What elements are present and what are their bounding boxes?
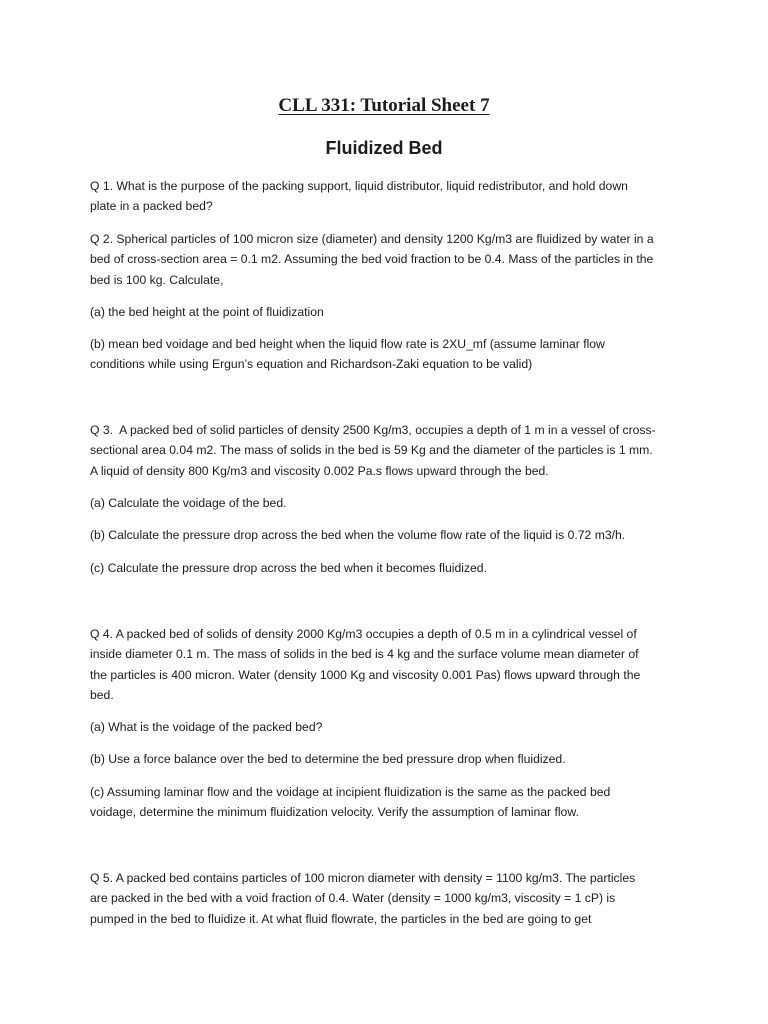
text-line: (c) Calculate the pressure drop across the bed when it becomes fluidized. [90,561,487,575]
question-2 [90,229,730,290]
question-3-part-c [90,558,730,578]
text-line: Q 1. What is the purpose of the packing support, liquid distributor, liquid redistributor, and hold down [90,179,628,193]
question-3-part-a [90,493,730,513]
text-line: Q 3. A packed bed of solid particles of density 2500 Kg/m3, occupies a depth of 1 m in a vessel of cross- [90,423,656,437]
text-line: (c) Assuming laminar flow and the voidage at incipient fluidization is the same as the packed bed [90,785,611,799]
question-4-part-c [90,782,730,823]
text-line: (a) the bed height at the point of fluidization [90,305,324,319]
question-4-part-b [90,749,730,769]
question-3-part-b [90,525,730,545]
text-line: Q 4. A packed bed of solids of density 2000 Kg/m3 occupies a depth of 0.5 m in a cylindrical vessel of [90,627,637,641]
text-line: (b) Use a force balance over the bed to determine the bed pressure drop when fluidized. [90,752,566,766]
question-5 [90,868,730,929]
question-4-part-a [90,717,730,737]
page-subtitle: Fluidized Bed [325,138,443,158]
text-line: bed is 100 kg. Calculate, [90,272,224,287]
text-line: Q 5. A packed bed contains particles of 100 micron diameter with density = 1100 kg/m3. The particles [90,871,636,885]
question-2-part-b [90,334,730,375]
text-line: conditions while using Ergun’s equation and Richardson-Zaki equation to be valid) [90,357,533,372]
text-line: the particles is 400 micron. Water (density 1000 Kg and viscosity 0.001 Pas) flows upward through the [90,667,641,682]
text-line: (b) Calculate the pressure drop across the bed when the volume flow rate of the liquid is 0.72 m3/h. [90,528,626,542]
text-line: (b) mean bed voidage and bed height when the liquid flow rate is 2XU_mf (assume laminar flow [90,337,605,351]
text-line: plate in a packed bed? [90,199,213,214]
page-title-text: CLL 331: Tutorial Sheet 7 [278,95,490,116]
text-line: are packed in the bed with a void fraction of 0.4. Water (density = 1000 kg/m3, viscosity = 1 cP) is [90,891,616,906]
question-2-part-a [90,302,730,322]
question-3 [90,420,730,481]
text-line: pumped in the bed to fluidize it. At what fluid flowrate, the particles in the bed are going to get [90,911,592,926]
text-line: bed. [90,687,114,702]
page-title [0,94,768,118]
text-line: bed of cross-section area = 0.1 m2. Assuming the bed void fraction to be 0.4. Mass of the particles in the [90,252,654,267]
text-line: A liquid of density 800 Kg/m3 and viscosity 0.002 Pa.s flows upward through the bed. [90,463,549,478]
text-line: (a) What is the voidage of the packed bed? [90,720,323,734]
text-line: Q 2. Spherical particles of 100 micron size (diameter) and density 1200 Kg/m3 are fluidized by water in a [90,232,654,246]
text-line: sectional area 0.04 m2. The mass of solids in the bed is 59 Kg and the diameter of the particles is 1 mm. [90,443,653,458]
text-line: voidage, determine the minimum fluidization velocity. Verify the assumption of laminar flow. [90,805,579,820]
text-line: (a) Calculate the voidage of the bed. [90,496,287,510]
text-line: inside diameter 0.1 m. The mass of solids in the bed is 4 kg and the surface volume mean diameter of [90,647,639,662]
question-1 [90,176,730,217]
question-4 [90,624,730,705]
